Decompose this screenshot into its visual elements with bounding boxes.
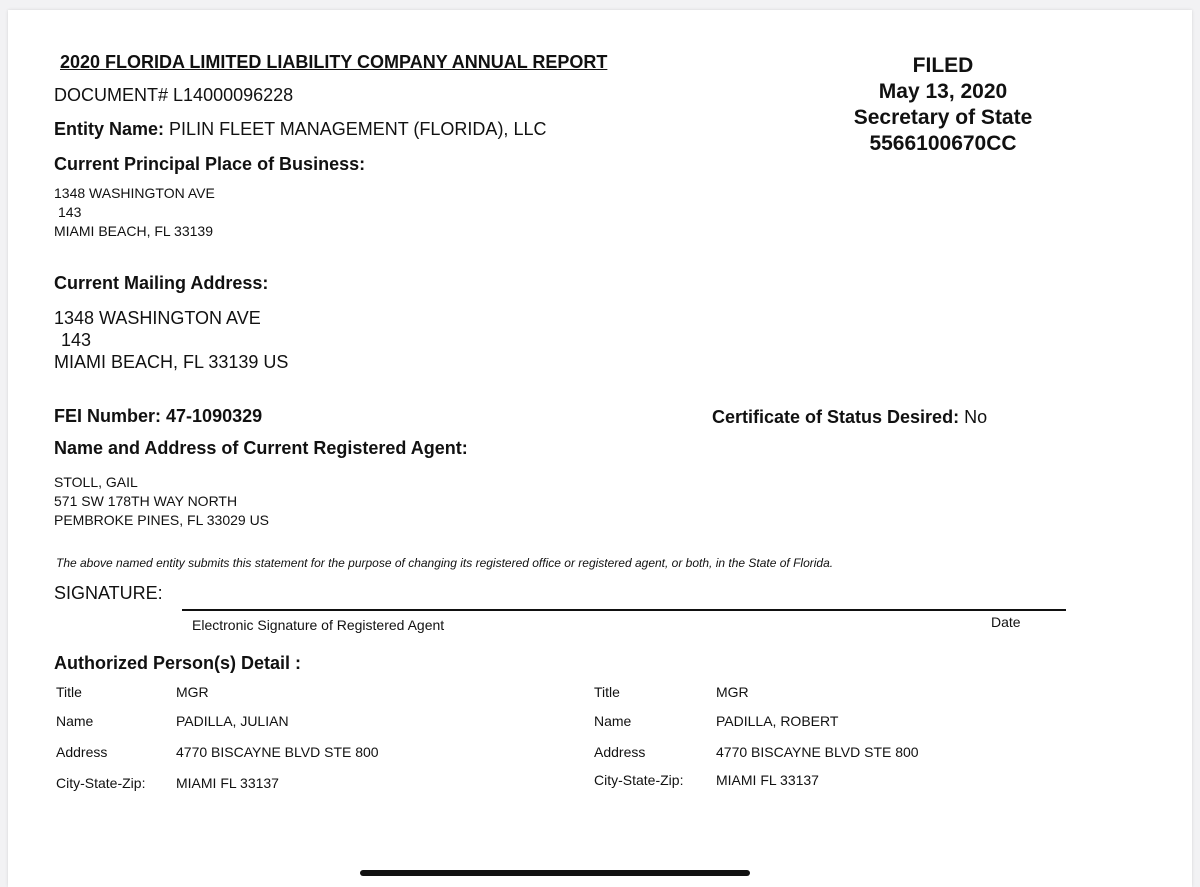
person-address: 4770 BISCAYNE BLVD STE 800 (176, 744, 379, 760)
person-address: 4770 BISCAYNE BLVD STE 800 (716, 744, 919, 760)
statement-note: The above named entity submits this statement for the purpose of changing its registered office or registered agent, or both, in the State of Florida. (56, 556, 834, 570)
person-csz-label: City-State-Zip: (56, 775, 146, 791)
filed-office: Secretary of State (853, 106, 1033, 129)
home-indicator[interactable] (360, 870, 750, 876)
agent-address-line: PEMBROKE PINES, FL 33029 US (54, 512, 270, 528)
mailing-address (54, 307, 288, 373)
person-title: MGR (176, 684, 209, 700)
certificate-line (712, 407, 987, 428)
certificate-label: Certificate of Status Desired: (712, 407, 960, 427)
person-address-label: Address (56, 744, 108, 760)
person-csz: MIAMI FL 33137 (716, 772, 819, 788)
mailing-address-line: MIAMI BEACH, FL 33139 US (54, 352, 289, 372)
fei-line (54, 406, 262, 427)
agent-address-line: 571 SW 178TH WAY NORTH (54, 493, 238, 509)
person-name-label: Name (56, 713, 94, 729)
filed-stamp (823, 53, 1063, 157)
person-csz: MIAMI FL 33137 (176, 775, 279, 791)
principal-address-line: 1348 WASHINGTON AVE (54, 185, 215, 201)
mailing-heading: Current Mailing Address: (54, 273, 269, 293)
principal-address-line: 143 (58, 204, 82, 220)
authorized-heading: Authorized Person(s) Detail : (54, 653, 302, 673)
filed-date: May 13, 2020 (878, 80, 1008, 103)
signature-caption: Electronic Signature of Registered Agent (192, 617, 445, 633)
principal-address (54, 184, 215, 241)
person-title: MGR (716, 684, 749, 700)
person-name: PADILLA, JULIAN (176, 713, 289, 729)
agent-name: STOLL, GAIL (54, 474, 138, 490)
entity-name: PILIN FLEET MANAGEMENT (FLORIDA), LLC (169, 119, 547, 139)
entity-name-line (54, 119, 546, 140)
agent-address (54, 473, 269, 530)
person-address-label: Address (594, 744, 646, 760)
signature-line (182, 609, 1066, 611)
annual-report-page (8, 10, 1192, 887)
date-caption: Date (991, 614, 1021, 630)
filed-status: FILED (912, 54, 974, 77)
principal-heading: Current Principal Place of Business: (54, 154, 366, 174)
agent-heading: Name and Address of Current Registered Agent: (54, 438, 468, 458)
entity-name-label: Entity Name: (54, 119, 165, 139)
document-number: L14000096228 (173, 85, 294, 105)
principal-address-line: MIAMI BEACH, FL 33139 (54, 223, 213, 239)
mailing-address-line: 143 (61, 330, 92, 350)
document-number-label: DOCUMENT# (54, 85, 169, 105)
document-number-line (54, 85, 293, 106)
filed-code: 5566100670CC (869, 132, 1017, 155)
fei-number: 47-1090329 (166, 406, 263, 426)
mailing-address-line: 1348 WASHINGTON AVE (54, 308, 261, 328)
signature-label: SIGNATURE: (54, 583, 163, 603)
fei-label: FEI Number: (54, 406, 162, 426)
certificate-value: No (964, 407, 988, 427)
report-title: 2020 FLORIDA LIMITED LIABILITY COMPANY ANNUAL REPORT (60, 52, 608, 72)
person-name: PADILLA, ROBERT (716, 713, 839, 729)
person-title-label: Title (56, 684, 82, 700)
person-title-label: Title (594, 684, 620, 700)
person-csz-label: City-State-Zip: (594, 772, 684, 788)
person-name-label: Name (594, 713, 632, 729)
